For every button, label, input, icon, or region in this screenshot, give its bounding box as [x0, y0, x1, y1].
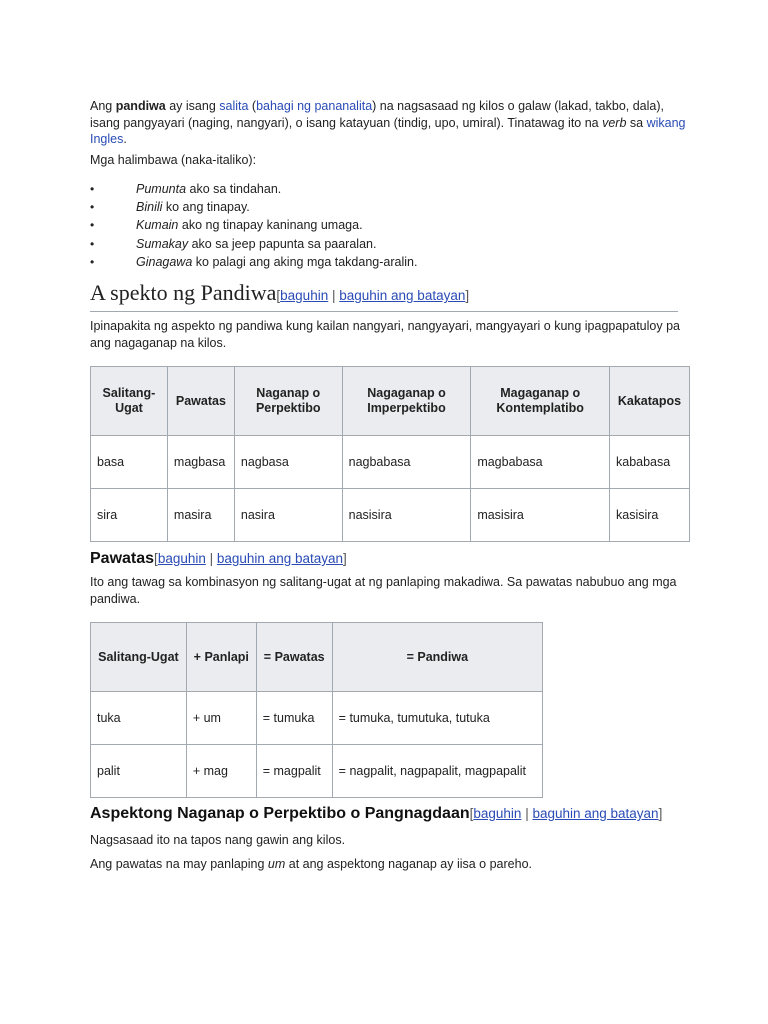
column-header: Kakatapos — [610, 367, 690, 436]
table-cell: masira — [167, 489, 234, 542]
pawatas-description: Ito ang tawag sa kombinasyon ng salitang-ugat at ng panlaping makadiwa. Sa pawatas nabubuo ang mga pandiwa. — [90, 575, 677, 606]
link-wikang-ingles[interactable]: wikang Ingles — [90, 115, 686, 146]
column-header: Naganap o Perpektibo — [234, 367, 342, 436]
table-cell: masisira — [471, 489, 610, 542]
column-header: = Pandiwa — [332, 623, 542, 692]
term-verb: verb — [602, 115, 627, 130]
bullet-icon: • — [90, 236, 95, 251]
table-cell: + mag — [186, 745, 256, 798]
bullet-icon: • — [90, 200, 95, 215]
bullet-icon: • — [90, 182, 95, 196]
link-bahagi-ng-pananalita[interactable]: bahagi ng pananalita — [256, 99, 373, 113]
table-header-row — [91, 367, 690, 436]
column-header: Magaganap o Kontemplatibo — [471, 367, 610, 436]
table-cell: = tumuka — [256, 692, 332, 745]
column-header: = Pawatas — [256, 623, 332, 692]
heading-aspektong-naganap: Aspektong Naganap o Perpektibo o Pangnagdaan[baguhin | baguhin ang batayan] — [90, 805, 663, 823]
column-header: + Panlapi — [186, 623, 256, 692]
aspekto-description: Ipinapakita ng aspekto ng pandiwa kung kailan nangyari, nangyayari, mangyayari o kung ipagpapatuloy pa ang nagaganap na kilos. — [90, 319, 680, 350]
edit-link-baguhin[interactable]: baguhin — [280, 288, 329, 304]
column-header: Nagaganap o Imperpektibo — [342, 367, 471, 436]
table-cell: nagbabasa — [342, 436, 471, 489]
table-cell: = nagpalit, nagpapalit, magpapalit — [332, 745, 542, 798]
table-cell: magbabasa — [471, 436, 610, 489]
examples-intro: Mga halimbawa (naka-italiko): — [90, 152, 257, 167]
edit-link-baguhin-ang-batayan[interactable]: baguhin ang batayan — [339, 288, 466, 304]
table-cell: + um — [186, 692, 256, 745]
edit-links: [baguhin | baguhin ang batayan] — [154, 551, 347, 567]
examples-list — [90, 180, 690, 271]
edit-link-baguhin-ang-batayan[interactable]: baguhin ang batayan — [532, 806, 659, 822]
table-cell: basa — [91, 436, 168, 489]
column-header: Pawatas — [167, 367, 234, 436]
table-cell: kababasa — [610, 436, 690, 489]
table-cell: magbasa — [167, 436, 234, 489]
column-header: Salitang-Ugat — [91, 623, 187, 692]
naganap-pawatas-note: Ang pawatas na may panlaping um at ang aspektong naganap ay iisa o pareho. — [90, 856, 532, 871]
table-cell: nasisira — [342, 489, 471, 542]
table-row — [91, 745, 543, 798]
edit-link-baguhin[interactable]: baguhin — [157, 551, 206, 567]
term-um: um — [267, 856, 286, 871]
article-content — [90, 98, 690, 872]
bullet-icon: • — [90, 218, 95, 233]
table-row — [91, 489, 690, 542]
table-cell: palit — [91, 745, 187, 798]
link-salita[interactable]: salita — [219, 99, 249, 113]
table-row — [91, 436, 690, 489]
list-item: • Binili ko ang tinapay. — [90, 198, 690, 216]
table-cell: = magpalit — [256, 745, 332, 798]
naganap-description: Nagsasaad ito na tapos nang gawin ang kilos. — [90, 833, 346, 848]
edit-links: [baguhin | baguhin ang batayan] — [469, 806, 663, 822]
list-item: • Sumakay ako sa jeep papunta sa paaralan. — [90, 235, 690, 253]
heading-aspekto: A spekto ng Pandiwa[baguhin | baguhin ang batayan] — [90, 280, 678, 312]
table-cell: sira — [91, 489, 168, 542]
table-cell: nagbasa — [234, 436, 342, 489]
edit-link-baguhin[interactable]: baguhin — [473, 806, 522, 822]
bullet-icon: • — [90, 254, 95, 269]
table-cell: tuka — [91, 692, 187, 745]
pawatas-table — [90, 622, 543, 798]
table-row — [91, 692, 543, 745]
edit-link-baguhin-ang-batayan[interactable]: baguhin ang batayan — [216, 551, 344, 567]
list-item: • Ginagawa ko palagi ang aking mga takdang-aralin. — [90, 253, 690, 271]
list-item: • Pumunta ako sa tindahan. — [90, 180, 690, 198]
table-header-row — [91, 623, 543, 692]
aspekto-table — [90, 366, 690, 542]
column-header: Salitang-Ugat — [91, 367, 168, 436]
edit-links: [baguhin | baguhin ang batayan] — [276, 288, 470, 304]
term-pandiwa: pandiwa — [115, 99, 166, 113]
table-cell: nasira — [234, 489, 342, 542]
table-cell: = tumuka, tumutuka, tutuka — [332, 692, 542, 745]
table-cell: kasisira — [610, 489, 690, 542]
heading-pawatas: Pawatas[baguhin | baguhin ang batayan] — [90, 550, 347, 568]
intro-paragraph: Ang pandiwa ay isang salita (bahagi ng pananalita) na nagsasaad ng kilos o galaw (lakad, takbo, dala), isang pangyayari (naging, nangyari), o isang katayuan (tindig, upo, umiral). Tinatawag ito na verb sa wikang Ingles. — [90, 99, 686, 146]
list-item: • Kumain ako ng tinapay kaninang umaga. — [90, 216, 690, 234]
